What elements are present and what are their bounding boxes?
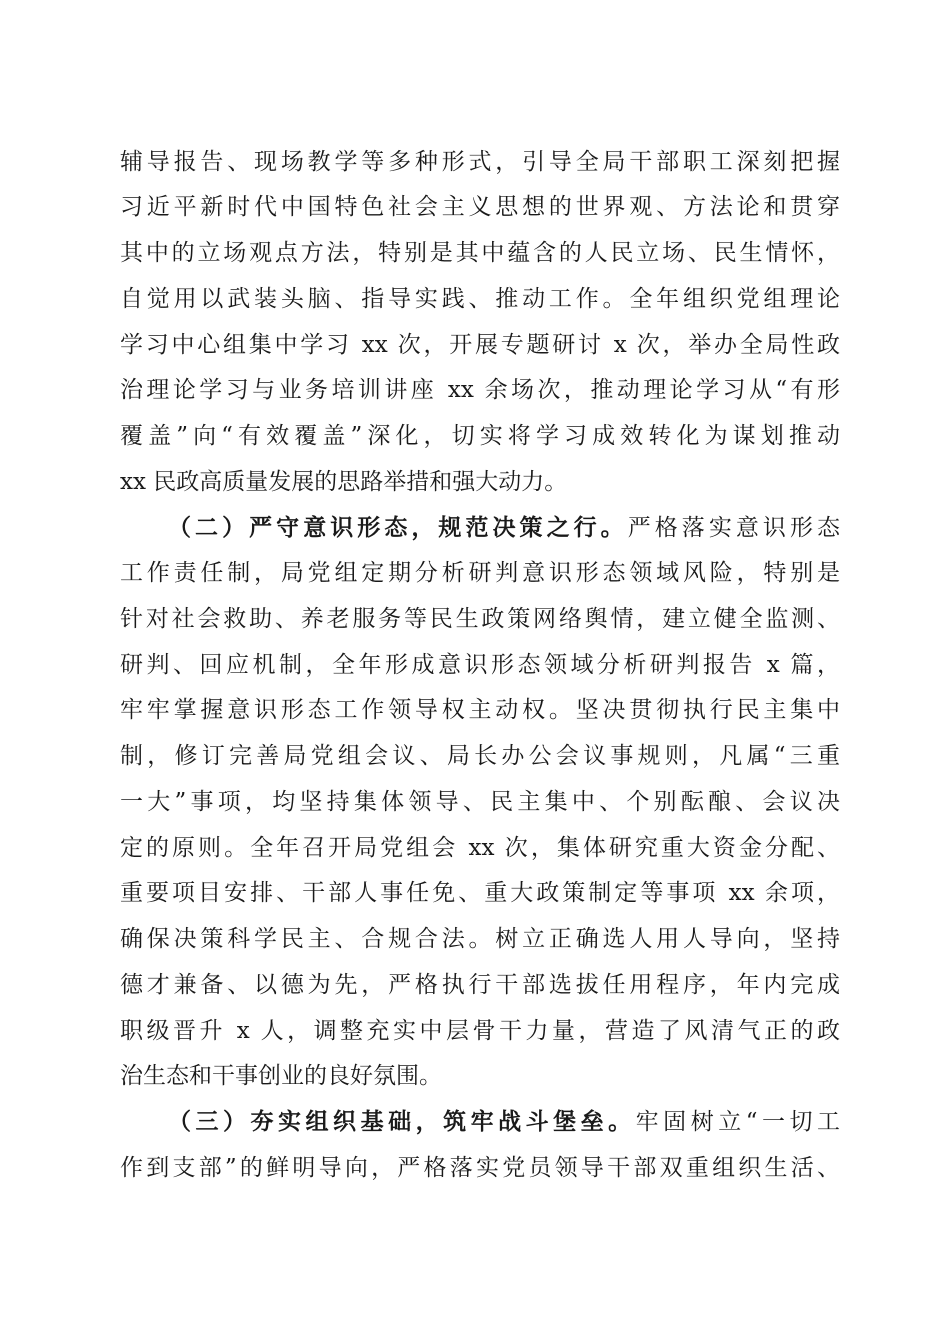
text-line: xx 民政高质量发展的思路举措和强大动力。	[120, 469, 568, 495]
text-line: 职级晋升 x 人，调整充实中层骨干力量，营造了风清气正的政	[120, 1018, 840, 1044]
section-heading: （二）严守意识形态，规范决策之行。	[168, 514, 628, 541]
text-line: 确保决策科学民主、合规合法。树立正确选人用人导向，坚持	[120, 926, 840, 952]
text-line: 自觉用以武装头脑、指导实践、推动工作。全年组织党组理论	[120, 286, 840, 312]
text-line: 覆盖”向“有效覆盖”深化，切实将学习成效转化为谋划推动	[120, 423, 840, 449]
section-heading-line	[168, 508, 840, 548]
section-heading-line	[168, 1102, 840, 1142]
text-run: 严格落实意识形态	[627, 515, 841, 541]
text-line: 治生态和干事创业的良好氛围。	[120, 1063, 442, 1089]
section-heading: （三）夯实组织基础，筑牢战斗堡垒。	[168, 1108, 636, 1135]
text-line: 其中的立场观点方法，特别是其中蕴含的人民立场、民生情怀，	[120, 240, 840, 266]
text-line: 重要项目安排、干部人事任免、重大政策制定等事项 xx 余项，	[120, 880, 840, 906]
text-line: 定的原则。全年召开局党组会 xx 次，集体研究重大资金分配、	[120, 835, 840, 861]
text-line: 研判、回应机制，全年形成意识形态领域分析研判报告 x 篇，	[120, 652, 840, 678]
text-line: 德才兼备、以德为先，严格执行干部选拔任用程序，年内完成	[120, 972, 840, 998]
text-line: 学习中心组集中学习 xx 次，开展专题研讨 x 次，举办全局性政	[120, 332, 840, 358]
text-line: 辅导报告、现场教学等多种形式，引导全局干部职工深刻把握	[120, 149, 840, 175]
text-line: 工作责任制，局党组定期分析研判意识形态领域风险，特别是	[120, 560, 840, 586]
text-line: 习近平新时代中国特色社会主义思想的世界观、方法论和贯穿	[120, 194, 840, 220]
text-line: 针对社会救助、养老服务等民生政策网络舆情，建立健全监测、	[120, 606, 840, 632]
text-line: 治理论学习与业务培训讲座 xx 余场次，推动理论学习从“有形	[120, 377, 840, 403]
text-run: 牢固树立“一切工	[635, 1109, 840, 1135]
text-line: 牢牢掌握意识形态工作领导权主动权。坚决贯彻执行民主集中	[120, 697, 840, 723]
text-line: 一大”事项，均坚持集体领导、民主集中、个别酝酿、会议决	[120, 789, 840, 815]
text-line: 作到支部”的鲜明导向，严格落实党员领导干部双重组织生活、	[120, 1155, 840, 1181]
text-line: 制，修订完善局党组会议、局长办公会议事规则，凡属“三重	[120, 743, 840, 769]
